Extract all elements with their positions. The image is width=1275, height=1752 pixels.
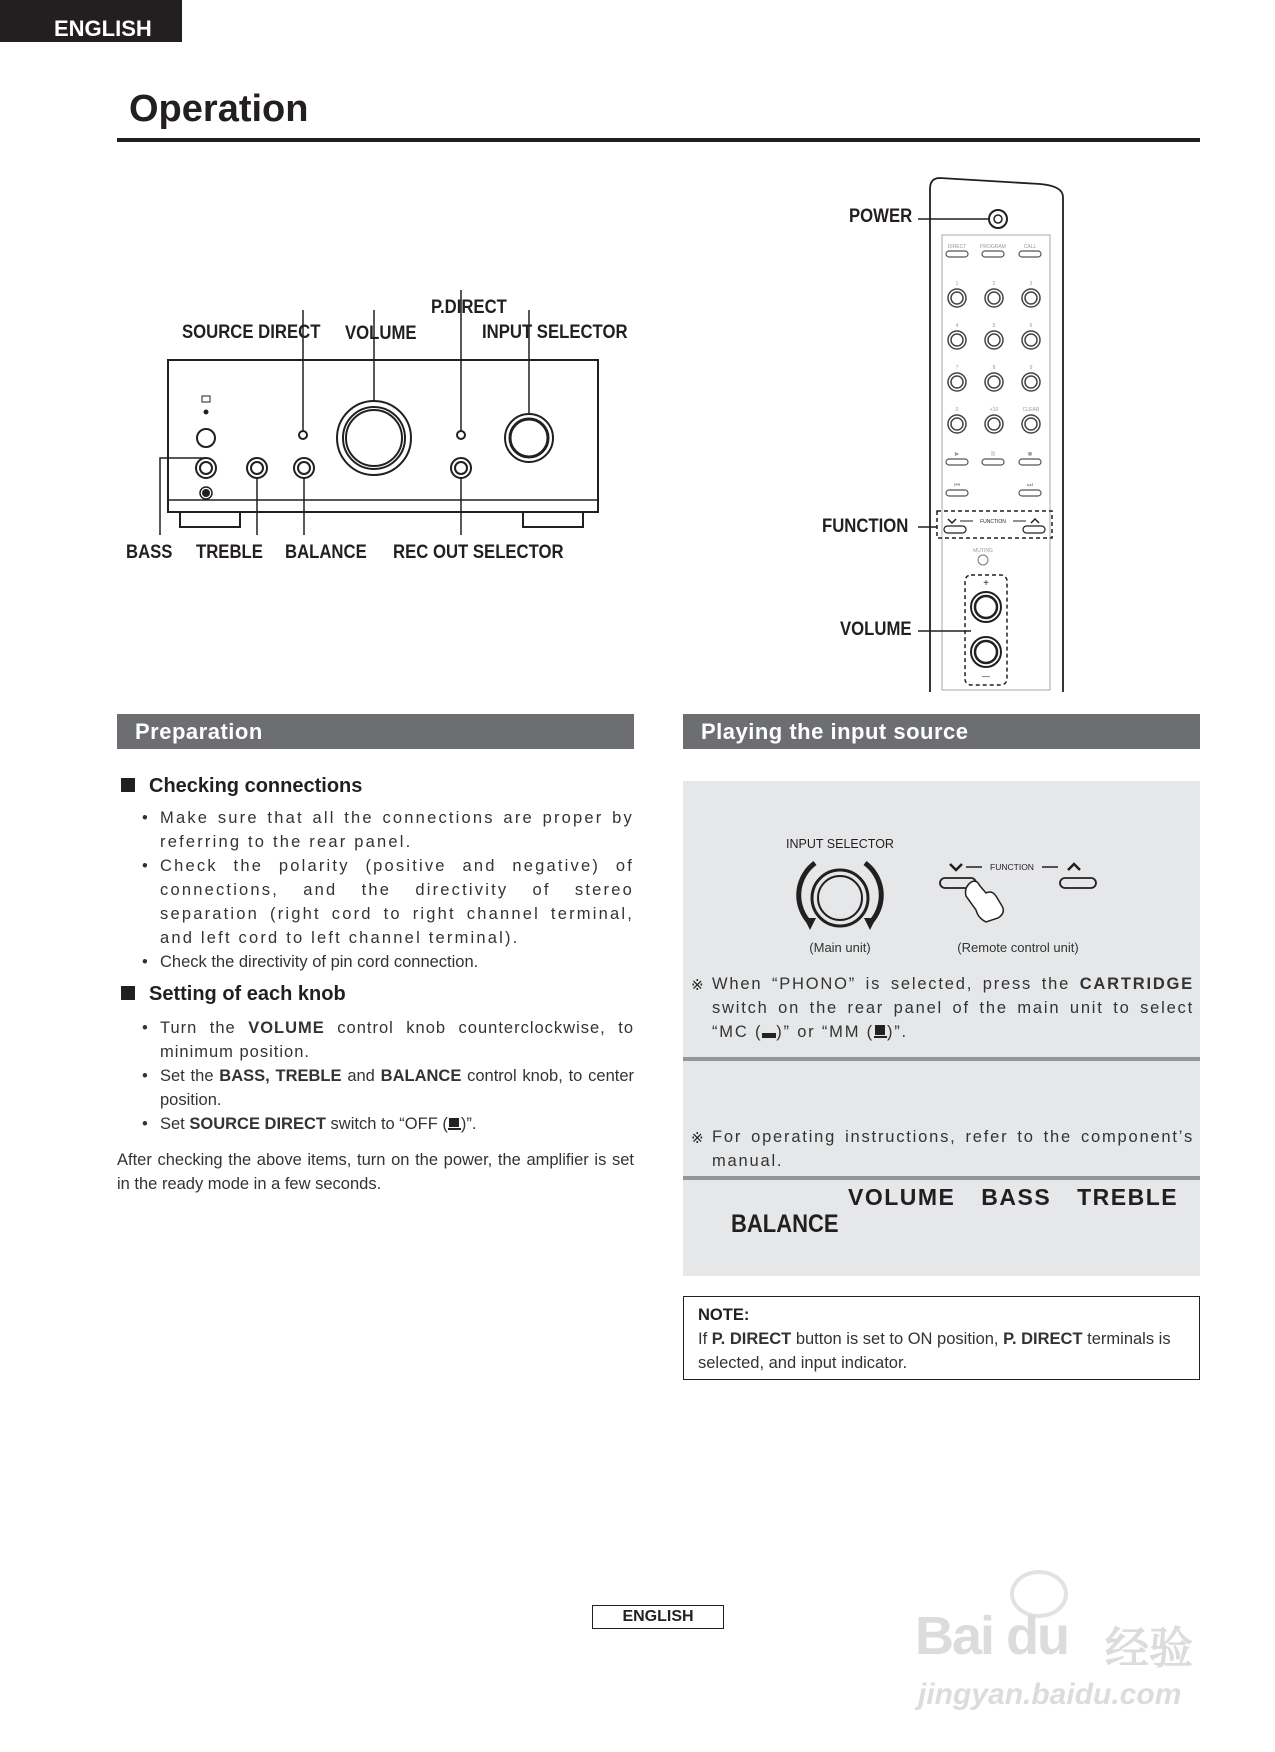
list-item: • Turn the VOLUME control knob counterclockwise, to minimum position.: [140, 1016, 634, 1064]
list-item: • Set the BASS, TREBLE and BALANCE control knob, to center position.: [140, 1064, 634, 1112]
note-box: [683, 1296, 1200, 1380]
remote-body: [930, 178, 1063, 692]
adjust-controls-line: [848, 1184, 1178, 1211]
remote-text-3: 3: [1029, 281, 1033, 287]
hand-pointer-icon: [966, 881, 1004, 922]
switch-mm-icon: [874, 1025, 887, 1038]
remote-text-plus10: +10: [989, 407, 999, 413]
amp-foot-left: [180, 512, 240, 527]
checking-connections-title: Checking connections: [149, 775, 363, 797]
amp-foot-right: [523, 512, 583, 527]
checking-connections-heading: [121, 775, 362, 798]
remote-text-5: 5: [992, 323, 996, 329]
p-direct-indicator: [457, 431, 465, 439]
adjust-bass: BASS: [981, 1184, 1052, 1210]
remote-text-function: FUNCTION: [980, 519, 1006, 525]
playing-figure: [780, 838, 1110, 968]
remote-prev-icon: ⏮: [953, 482, 961, 489]
adjust-treble: TREBLE: [1077, 1184, 1179, 1210]
list-item: • Check the polarity (positive and negative) of connections, and the directivity of stereo separation (right cord to right channel terminal, and left cord to left channel terminal).: [140, 854, 634, 950]
remote-text-clear: CLEAR: [1022, 407, 1040, 413]
remote-text-muting: MUTING: [973, 548, 993, 554]
label-remote-power: POWER: [849, 206, 913, 227]
label-input-selector: INPUT SELECTOR: [482, 322, 628, 343]
label-remote-volume: VOLUME: [840, 619, 912, 640]
list-item: • Set SOURCE DIRECT switch to “OFF ( )”.: [140, 1112, 634, 1136]
phono-note: When “PHONO” is selected, press the CARTRIDGE switch on the rear panel of the main unit to select “MC ( )” or “MM ( )”.: [712, 975, 1194, 1041]
remote-text-2: 2: [992, 281, 996, 287]
setting-knob-title: Setting of each knob: [149, 983, 346, 1005]
setting-knob-heading: [121, 983, 346, 1006]
note-mark-icon: ※: [691, 1130, 704, 1147]
volume-knob: [337, 401, 411, 475]
remote-text-8: 8: [992, 365, 996, 371]
figure-input-selector-label: INPUT SELECTOR: [786, 838, 894, 851]
remote-text-plus: +: [983, 578, 989, 589]
square-bullet-icon: [121, 986, 135, 1000]
note-mark-icon: ※: [691, 977, 704, 994]
remote-text-6: 6: [1029, 323, 1033, 329]
preparation-heading: Preparation: [117, 714, 634, 749]
remote-muting-button: [978, 555, 988, 565]
label-bass: BASS: [126, 542, 173, 563]
title-rule: [117, 138, 1200, 142]
figure-main-caption: (Main unit): [809, 940, 871, 955]
remote-text-call: CALL: [1023, 244, 1037, 250]
switch-off-icon: [448, 1118, 461, 1130]
input-selector-knob: [505, 414, 553, 462]
label-source-direct: SOURCE DIRECT: [182, 322, 321, 343]
remote-pause-icon: II: [991, 451, 995, 458]
footer-language-tab: ENGLISH: [592, 1605, 724, 1629]
remote-text-4: 4: [955, 323, 959, 329]
source-direct-indicator: [299, 431, 307, 439]
page-title: Operation: [129, 88, 309, 130]
figure-remote-caption: (Remote control unit): [957, 940, 1079, 955]
remote-next-icon: ⏭: [1026, 482, 1034, 489]
power-button: [197, 429, 215, 447]
checking-connections-list: [140, 806, 634, 974]
square-bullet-icon: [121, 778, 135, 792]
label-balance: BALANCE: [285, 542, 367, 563]
note-title: NOTE:: [698, 1306, 750, 1324]
watermark-url: jingyan.baidu.com: [918, 1678, 1182, 1711]
watermark-chinese: 经验: [1105, 1624, 1193, 1673]
setting-knob-list: [140, 1016, 634, 1136]
remote-text-7: 7: [955, 365, 959, 371]
list-item: • Check the directivity of pin cord connection.: [140, 950, 634, 974]
remote-power-button: [989, 210, 1007, 228]
remote-text-9: 9: [1029, 365, 1033, 371]
remote-text-1: 1: [955, 281, 959, 287]
figure-function-up-button: [1060, 878, 1096, 888]
remote-diagram: [918, 175, 1070, 693]
note-text: If P. DIRECT button is set to ON position, P. DIRECT terminals is selected, and input indicator.: [698, 1330, 1171, 1372]
language-tab: ENGLISH: [0, 0, 182, 42]
component-note: For operating instructions, refer to the component’s manual.: [712, 1128, 1194, 1170]
playing-heading: Playing the input source: [683, 714, 1200, 749]
remote-text-program: PROGRAM: [980, 244, 1006, 250]
adjust-balance: BALANCE: [731, 1210, 839, 1238]
remote-stop-icon: ■: [1027, 451, 1033, 458]
remote-text-direct: DIRECT: [947, 244, 967, 250]
switch-mc-icon: [762, 1028, 776, 1038]
adjust-volume: VOLUME: [848, 1184, 956, 1210]
label-rec-out-selector: REC OUT SELECTOR: [393, 542, 564, 563]
figure-input-selector-knob: [812, 870, 868, 926]
remote-play-icon: ►: [953, 451, 961, 458]
label-volume: VOLUME: [345, 323, 417, 344]
figure-function-label: FUNCTION: [990, 862, 1034, 872]
label-remote-function: FUNCTION: [822, 516, 909, 537]
label-p-direct: P.DIRECT: [431, 297, 507, 318]
remote-text-minus: —: [982, 672, 990, 681]
watermark-brand: Bai du: [915, 1606, 1069, 1666]
amp-front-panel: [168, 360, 598, 512]
remote-text-0: 0: [955, 407, 959, 413]
preparation-closing: After checking the above items, turn on the power, the amplifier is set in the ready mode in a few seconds.: [117, 1151, 634, 1193]
list-item: • Make sure that all the connections are proper by referring to the rear panel.: [140, 806, 634, 854]
label-treble: TREBLE: [196, 542, 263, 563]
